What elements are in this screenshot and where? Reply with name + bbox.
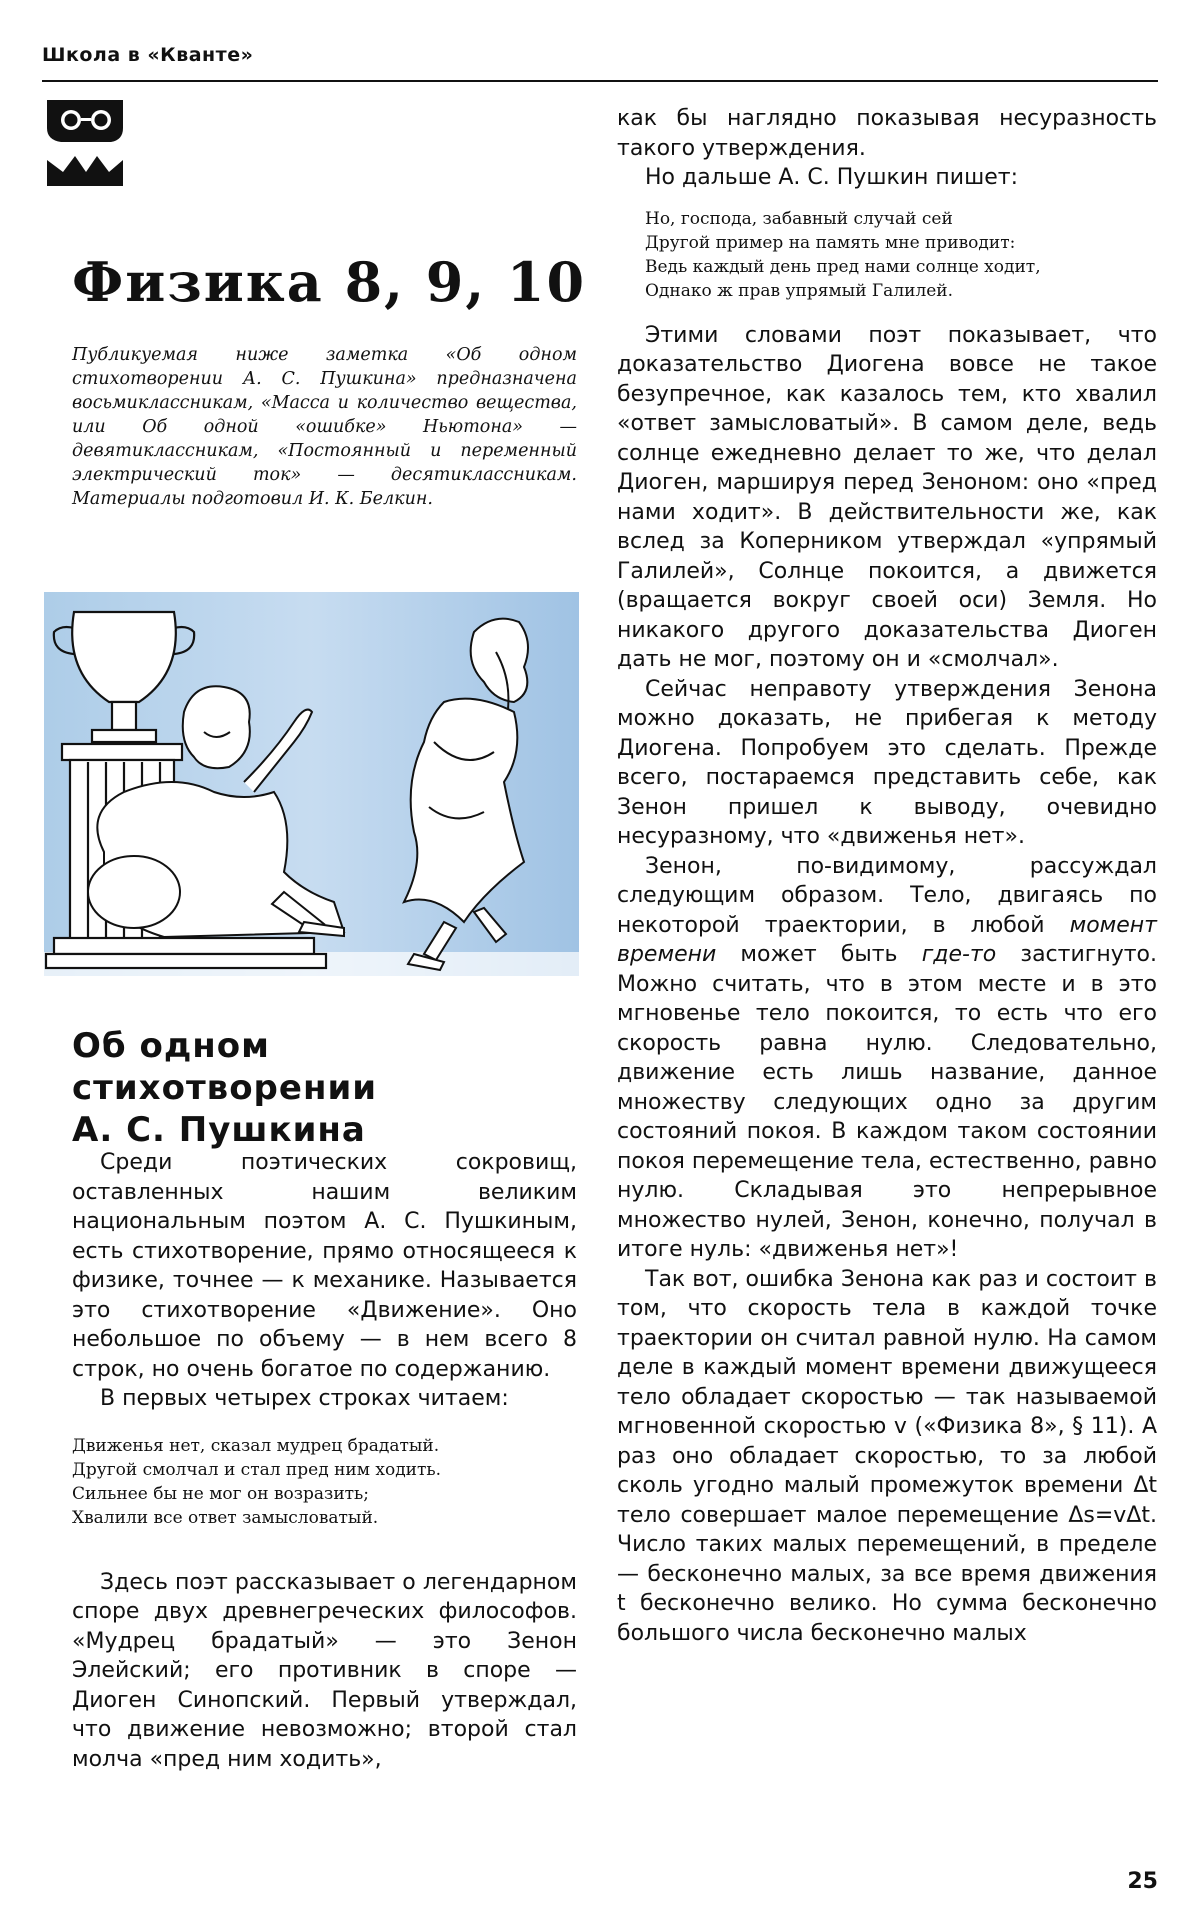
verse-line: Сильнее бы не мог он возразить; bbox=[72, 1483, 370, 1504]
text-run: может быть bbox=[716, 942, 922, 967]
philosophers-illustration bbox=[44, 592, 579, 976]
paragraph: Здесь поэт рассказывает о легендарном споре двух древнегреческих философов. «Мудрец брадатый» — это Зенон Элейский; его противник в споре — Диоген Синопский. Первый утверждал, что движение невозможно; второй стал молча «пред ним ходить», bbox=[72, 1569, 577, 1772]
verse-line: Ведь каждый день пред нами солнце ходит, bbox=[645, 256, 1041, 277]
verse-line: Однако ж прав упрямый Галилей. bbox=[645, 280, 954, 301]
paragraph bbox=[617, 852, 1157, 1265]
emphasis: момент времени bbox=[617, 912, 1157, 967]
text-run: застигнуто. Можно считать, что в этом месте и в это мгновенье тело покоится, то есть что его скорость равна нулю. Следовательно, движение есть лишь название, данное множеству следующих одно за другим состояний покоя. В каждом таком состоянии покоя перемещение тела, естественно, равно нулю. Складывая это непрерывное множество нулей, Зенон, конечно, получал в итоге нуль: «движенья нет»! bbox=[617, 942, 1157, 1262]
paragraph: Так вот, ошибка Зенона как раз и состоит в том, что скорость тела в каждой точке траектории он считал равной нулю. На самом деле в каждый момент времени движущееся тело обладает скоростью — так называемой мгновенной скоростью v («Физика 8», § 11). А раз оно обладает скоростью, то за любой сколь угодно малый промежуток времени Δt тело совершает малое перемещение Δs=vΔt. Число таких малых перемещений, в пределе — бесконечно малых, за все время движения t бесконечно велико. Но сумма бесконечно большого числа бесконечно малых bbox=[617, 1266, 1157, 1646]
section-header: Школа в «Кванте» bbox=[42, 44, 254, 66]
article-title bbox=[72, 1025, 577, 1151]
paragraph: В первых четырех строках читаем: bbox=[100, 1386, 509, 1411]
emphasis: где-то bbox=[921, 942, 997, 967]
verse-line: Но, господа, забавный случай сей bbox=[645, 208, 953, 229]
page-number: 25 bbox=[1127, 1869, 1158, 1894]
intro-note: Публикуемая ниже заметка «Об одном стихотворении А. С. Пушкина» предназначена восьмиклассникам, «Масса и количество вещества, или Об одной «ошибке» Ньютона» — девятиклассникам, «Постоянный и переменный электрический ток» — десятиклассникам. Материалы подготовил И. К. Белкин. bbox=[72, 345, 577, 509]
verse-block-1 bbox=[72, 1434, 577, 1530]
page-title: Физика 8, 9, 10 bbox=[72, 250, 587, 314]
left-column-text bbox=[72, 1148, 577, 1774]
paragraph: как бы наглядно показывая несуразность такого утверждения. bbox=[617, 106, 1157, 161]
paragraph: Но дальше А. С. Пушкин пишет: bbox=[645, 165, 1018, 190]
verse-line: Движенья нет, сказал мудрец брадатый. bbox=[72, 1435, 440, 1456]
paragraph: Этими словами поэт показывает, что доказательство Диогена вовсе не такое безупречное, как казалось тем, кто хвалил «ответ замысловатый». В самом деле, ведь солнце ежедневно делает то же, что делал Диоген, маршируя перед Зеноном: оно «пред нами ходит». В действительности же, как вслед за Коперником утверждал «упрямый Галилей», Солнце покоится, а движется (вращается вокруг своей оси) Земля. Но никакого другого доказательства Диоген дать не мог, поэтому он и «смолчал». bbox=[617, 322, 1157, 672]
verse-line: Другой пример на память мне приводит: bbox=[645, 232, 1016, 253]
text-run: Зенон, по-видимому, рассуждал следующим образом. Тело, двигаясь по некоторой траектории, в любой bbox=[617, 853, 1157, 938]
paragraph: Сейчас неправоту утверждения Зенона можно доказать, не прибегая к методу Диогена. Попробуем это сделать. Прежде всего, постараемся представить себе, как Зенон пришел к выводу, очевидно несуразному, что «движенья нет». bbox=[617, 676, 1157, 849]
article-title-line2: А. С. Пушкина bbox=[72, 1110, 366, 1150]
verse-block-2 bbox=[645, 207, 1157, 303]
verse-line: Другой смолчал и стал пред ним ходить. bbox=[72, 1459, 442, 1480]
glasses-logo-icon bbox=[45, 98, 127, 188]
paragraph: Среди поэтических сокровищ, оставленных нашим великим национальным поэтом А. С. Пушкиным, есть стихотворение, прямо относящееся к физике, точнее — к механике. Называется это стихотворение «Движение». Оно небольшое по объему — в нем всего 8 строк, но очень богатое по содержанию. bbox=[72, 1150, 577, 1382]
verse-line: Хвалили все ответ замысловатый. bbox=[72, 1507, 379, 1528]
article-title-line1: Об одном стихотворении bbox=[72, 1026, 378, 1108]
right-column-text bbox=[617, 104, 1157, 1648]
header-rule bbox=[42, 80, 1158, 82]
